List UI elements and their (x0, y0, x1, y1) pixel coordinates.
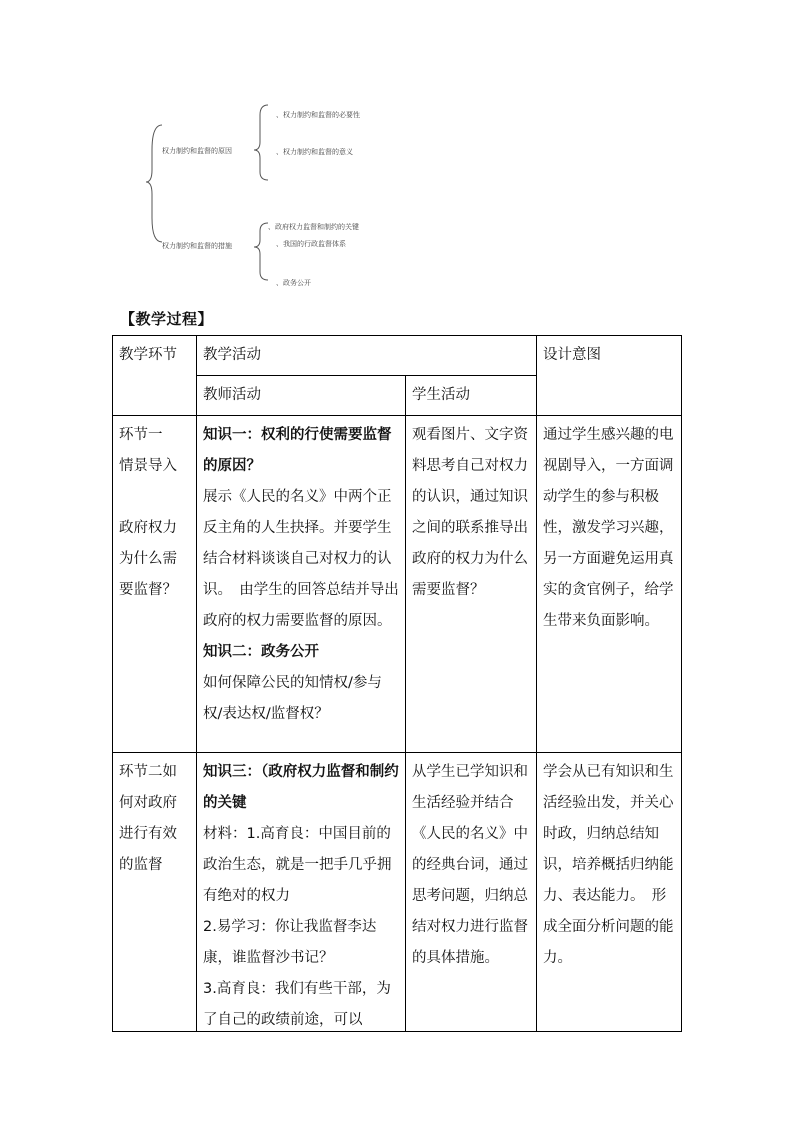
branch2-item-3: 、政务公开 (276, 279, 311, 287)
header-student: 学生活动 (406, 376, 537, 416)
row2-intent-text: 学会从已有知识和生活经验出发，并关心时政，归纳总结知识，培养概括归纳能力、表达能力。 形成全面分析问题的能力。 (543, 764, 674, 966)
row2-material-2: 2.易学习：你让我监督李达康，谁监督沙书记？ (203, 919, 377, 966)
mind-map-braces (140, 100, 440, 300)
table-row (113, 416, 682, 753)
row2-intent (537, 753, 682, 1032)
branch2-item-2: 、我国的行政监督体系 (276, 240, 346, 248)
row1-k1-title: 知识一：权利的行使需要监督的原因？ (203, 427, 392, 474)
header-teacher: 教师活动 (197, 376, 406, 416)
row2-teacher (197, 753, 406, 1032)
branch2-label: 权力制约和监督的措施 (162, 242, 232, 250)
header-stage: 教学环节 (113, 336, 197, 416)
row1-stage (113, 416, 197, 753)
row2-material-1: 材料：1.高育良：中国目前的政治生态，就是一把手几乎拥有绝对的权力 (203, 826, 392, 904)
branch1-item-2: 、权力制约和监督的意义 (276, 148, 353, 156)
row1-stage-line1: 环节一 (119, 427, 163, 443)
section-title: 【教学过程】 (120, 310, 214, 328)
row2-student-text: 从学生已学知识和生活经验并结合《人民的名义》中的经典台词，通过思考问题，归纳总结对权力进行监督的具体措施。 (412, 764, 528, 966)
table-header-row (113, 336, 682, 376)
header-activity: 教学活动 (197, 336, 537, 376)
table-row (113, 753, 682, 1032)
row1-stage-line2: 情景导入 (119, 458, 177, 474)
branch1-item-1: 、权力制约和监督的必要性 (276, 111, 360, 119)
branch2-item-1: 、政府权力监督和制约的关键 (268, 223, 359, 231)
row1-k2-title: 知识二：政务公开 (203, 644, 319, 660)
row2-k3-title: 知识三：（政府权力监督和制约的关键 (203, 764, 399, 811)
row2-material-3: 3.高育良：我们有些干部，为了自己的政绩前途，可以 (203, 981, 391, 1027)
row2-student (406, 753, 537, 1032)
branch1-label: 权力制约和监督的原因 (162, 147, 232, 155)
row1-student: 观看图片、文字资料思考自己对权力的认识，通过知识之间的联系推导出政府的权力为什么需要监督？ (406, 416, 537, 753)
row2-stage-text: 环节二如何对政府进行有效的监督 (119, 764, 177, 873)
row1-teacher (197, 416, 406, 753)
row1-intent: 通过学生感兴趣的电视剧导入，一方面调动学生的参与积极性，激发学习兴趣，另一方面避免运用真实的贪官例子，给学生带来负面影响。 (537, 416, 682, 753)
mind-map (140, 100, 440, 300)
header-intent: 设计意图 (537, 336, 682, 416)
row1-k2-body: 如何保障公民的知情权/参与权/表达权/监督权？ (203, 675, 382, 722)
row1-k1-body: 展示《人民的名义》中两个正反主角的人生抉择。并要学生结合材料谈谈自己对权力的认识。 由学生的回答总结并导出政府的权力需要监督的原因。 (203, 489, 399, 629)
teaching-process-table (112, 335, 682, 1032)
row2-stage (113, 753, 197, 1032)
row1-stage-question: 政府权力为什么需要监督？ (119, 520, 177, 598)
